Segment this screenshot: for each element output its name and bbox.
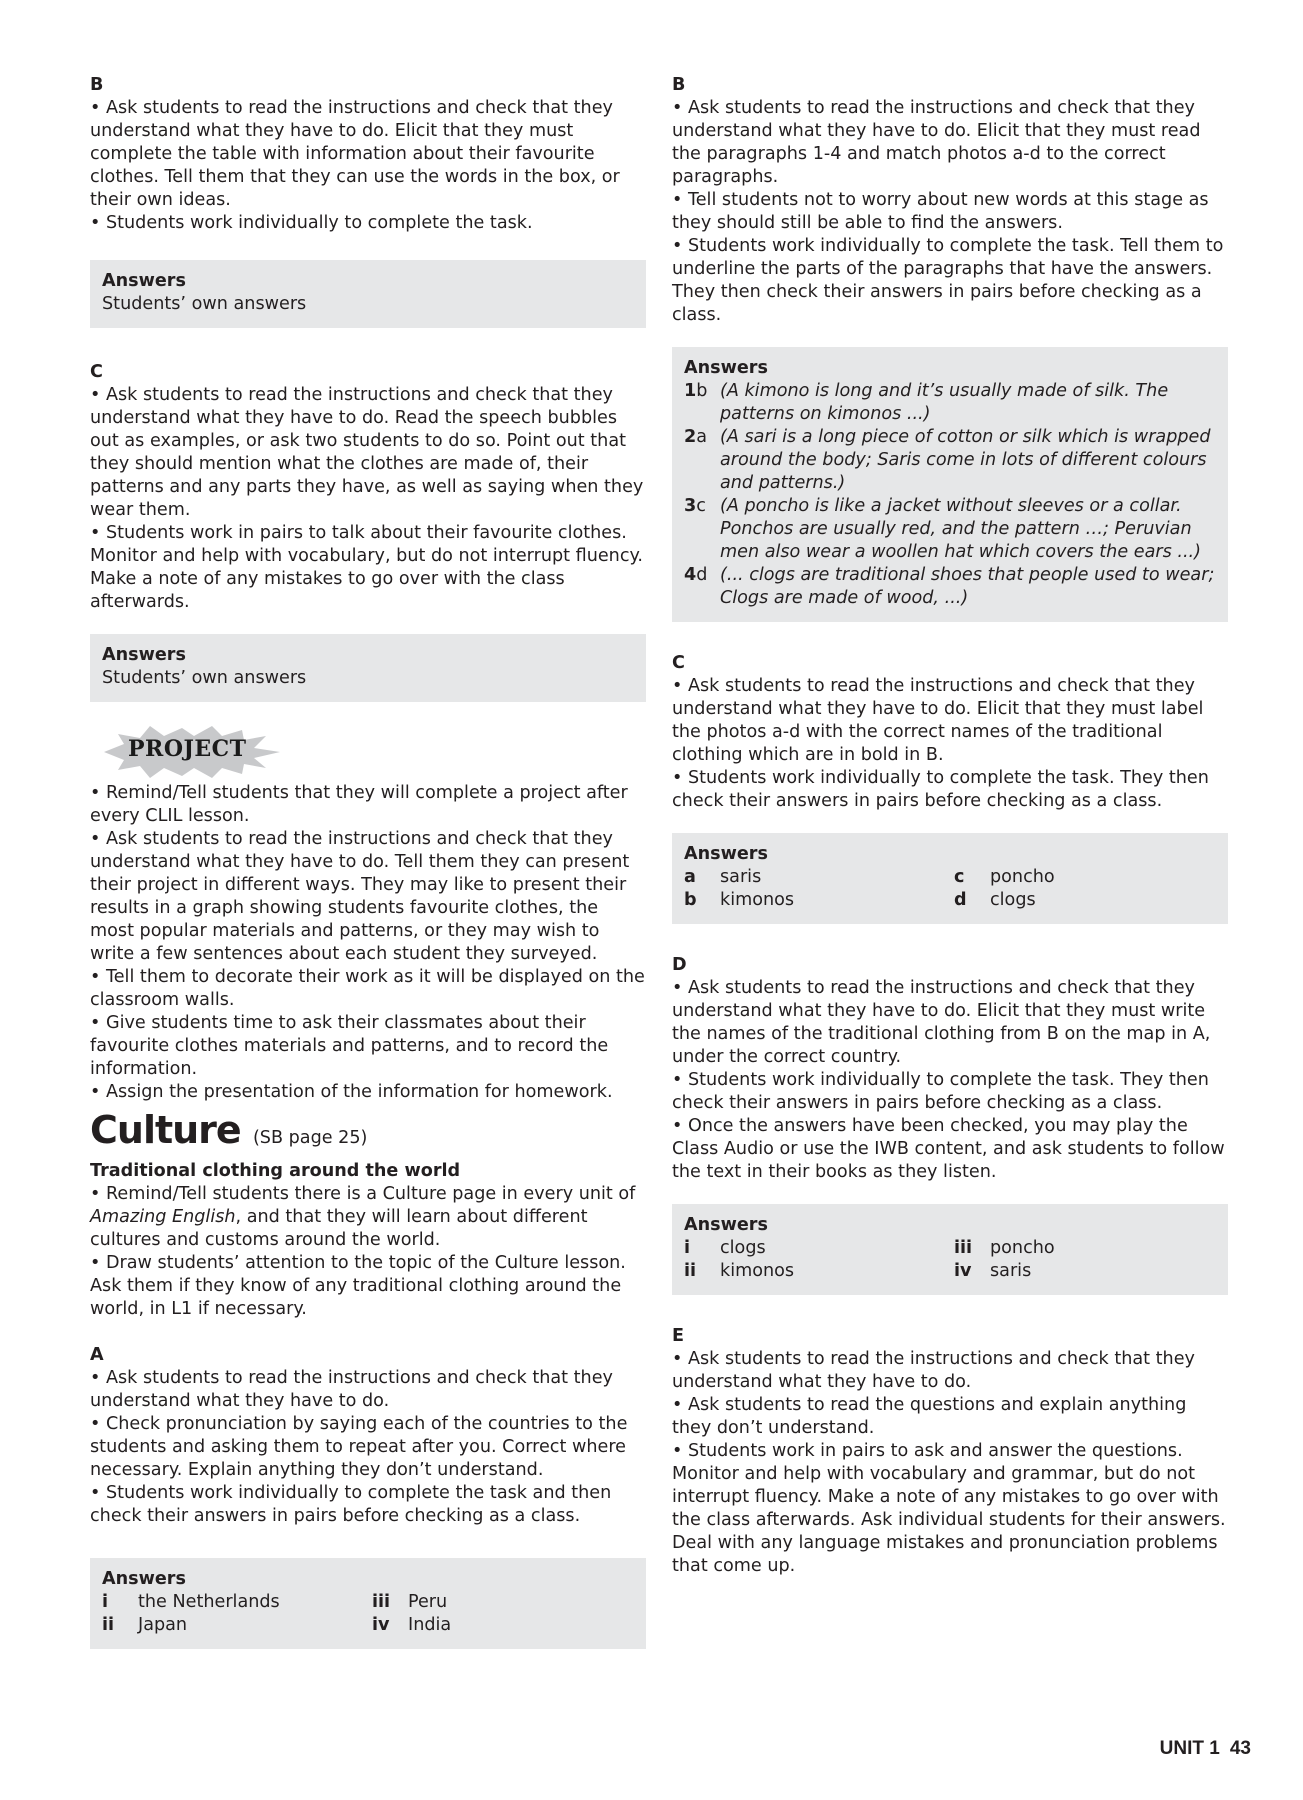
answer-key: d xyxy=(954,890,967,910)
section-b-right xyxy=(672,74,1228,622)
paragraph: • Tell them to decorate their work as it will be displayed on the classroom walls. xyxy=(90,967,645,1010)
section-a-left xyxy=(90,1344,646,1649)
section-c-right xyxy=(672,652,1228,924)
answers-box xyxy=(672,1204,1228,1295)
answer-key: 3c xyxy=(684,496,706,516)
paragraph: • Students work individually to complete the task. Tell them to underline the parts of the paragraphs that have the answers. They then check their answers in pairs before checking as a class. xyxy=(672,236,1224,325)
answer-value: poncho xyxy=(990,1238,1055,1258)
paragraph: • Ask students to read the instructions and check that they understand what they have to do. Elicit that they must complete the table with information about their favourite clothes. Tell them that they can use the words in the box, or their own ideas. xyxy=(90,98,620,210)
culture-heading xyxy=(90,1108,646,1160)
answer-text: (A poncho is like a jacket without sleeves or a collar. Ponchos are usually red, and the pattern …; Peruvian men also wear a woollen hat which covers the ears ...) xyxy=(720,496,1201,562)
answer-item xyxy=(684,380,1216,426)
answer-item xyxy=(684,1260,954,1283)
answers-grid xyxy=(102,1591,634,1637)
answers-title: Answers xyxy=(684,1215,768,1235)
paragraph xyxy=(90,1183,646,1252)
paragraph: • Ask students to read the instructions and check that they understand what they have to do. Tell them they can present their project in different ways. They may like to present their results in a graph showing students favourite clothes, the most popular materials and patterns, or they may wish to write a few sentences about each student they surveyed. xyxy=(90,829,630,964)
answers-box xyxy=(90,634,646,702)
page-number: 43 xyxy=(1229,1738,1251,1759)
paragraph: • Draw students’ attention to the topic of the Culture lesson. Ask them if they know of any traditional clothing around the world, in L1 if necessary. xyxy=(90,1253,626,1319)
answer-key: 4d xyxy=(684,565,708,585)
answer-key: ii xyxy=(102,1615,115,1635)
answer-key: i xyxy=(102,1592,109,1612)
section-letter: B xyxy=(90,75,104,95)
answer-text: (A kimono is long and it’s usually made of silk. The patterns on kimonos ...) xyxy=(720,381,1169,424)
answer-item xyxy=(684,495,1216,564)
answers-box xyxy=(90,260,646,328)
answers-grid xyxy=(684,1237,1216,1283)
answers-title: Answers xyxy=(102,1569,186,1589)
unit-label: UNIT 1 xyxy=(1159,1738,1220,1759)
paragraph: • Ask students to read the instructions and check that they understand what they have to do. xyxy=(90,1368,613,1411)
answer-key: c xyxy=(954,867,965,887)
section-letter: E xyxy=(672,1326,685,1346)
answers-title: Answers xyxy=(684,358,768,378)
answer-value: saris xyxy=(990,1261,1032,1281)
answer-key: iii xyxy=(954,1238,973,1258)
answer-key: 2a xyxy=(684,427,708,447)
section-c-left xyxy=(90,361,646,702)
section-letter: B xyxy=(672,75,686,95)
page-footer xyxy=(1160,1738,1251,1760)
answer-key: b xyxy=(684,890,697,910)
book-title: Amazing English xyxy=(90,1207,236,1227)
answer-key: 1b xyxy=(684,381,708,401)
answer-key: a xyxy=(684,867,696,887)
answers-grid xyxy=(684,866,1216,912)
left-column xyxy=(90,74,646,1671)
project-label: PROJECT xyxy=(128,736,247,762)
project-section xyxy=(90,724,646,1104)
answer-item xyxy=(954,1237,1216,1260)
answer-item xyxy=(102,1591,372,1614)
paragraph: • Students work individually to complete the task and then check their answers in pairs before checking as a class. xyxy=(90,1483,612,1526)
answers-title: Answers xyxy=(684,844,768,864)
answer-value: Peru xyxy=(408,1592,448,1612)
answer-value: India xyxy=(408,1615,452,1635)
answers-title: Answers xyxy=(102,645,186,665)
answers-box xyxy=(90,1558,646,1649)
paragraph: • Students work in pairs to talk about their favourite clothes. Monitor and help with vocabulary, but do not interrupt fluency. Make a note of any mistakes to go over with the class afterwards. xyxy=(90,523,643,612)
answer-item xyxy=(684,1237,954,1260)
answers-text: Students’ own answers xyxy=(102,294,307,314)
section-e-right xyxy=(672,1325,1228,1578)
paragraph: • Assign the presentation of the information for homework. xyxy=(90,1082,613,1102)
paragraph: • Ask students to read the instructions and check that they understand what they have to do. xyxy=(672,1349,1195,1392)
text-run: , and that they will learn about different cultures and customs around the world. xyxy=(90,1207,588,1250)
answer-value: poncho xyxy=(990,867,1055,887)
paragraph: • Students work individually to complete the task. xyxy=(90,213,533,233)
right-column xyxy=(672,74,1228,1578)
culture-section xyxy=(90,1108,646,1321)
answers-title: Answers xyxy=(102,271,186,291)
answers-box xyxy=(672,347,1228,622)
section-letter: A xyxy=(90,1345,104,1365)
answer-value: clogs xyxy=(720,1238,766,1258)
culture-title: Culture xyxy=(90,1108,241,1152)
culture-subheading: Traditional clothing around the world xyxy=(90,1161,461,1181)
paragraph: • Students work in pairs to ask and answer the questions. Monitor and help with vocabulary and grammar, but do not interrupt fluency. Make a note of any mistakes to go over with the class afterwards. Ask individual students for their answers. Deal with any language mistakes and pronunciation problems that come up. xyxy=(672,1441,1226,1576)
answer-key: ii xyxy=(684,1261,697,1281)
answer-key: iv xyxy=(954,1261,972,1281)
answer-item xyxy=(372,1591,634,1614)
answer-value: clogs xyxy=(990,890,1036,910)
project-badge xyxy=(94,724,284,780)
paragraph: • Ask students to read the instructions and check that they understand what they have to do. Read the speech bubbles out as examples, or ask two students to do so. Point out that they should mention what the clothes are made of, their patterns and any parts they have, as well as saying when they wear them. xyxy=(90,385,644,520)
section-letter: C xyxy=(90,362,103,382)
paragraph: • Students work individually to complete the task. They then check their answers in pairs before checking as a class. xyxy=(672,1070,1209,1113)
paragraph: • Ask students to read the instructions and check that they understand what they have to do. Elicit that they must write the names of the traditional clothing from B on the map in A, under the correct country. xyxy=(672,978,1211,1067)
paragraph: • Once the answers have been checked, you may play the Class Audio or use the IWB content, and ask students to follow the text in their books as they listen. xyxy=(672,1116,1225,1182)
text-run: • Remind/Tell students there is a Culture page in every unit of xyxy=(90,1184,636,1204)
answer-value: kimonos xyxy=(720,890,795,910)
paragraph: • Give students time to ask their classmates about their favourite clothes materials and patterns, and to record the information. xyxy=(90,1013,609,1079)
answer-value: saris xyxy=(720,867,762,887)
answer-item xyxy=(684,889,954,912)
paragraph: • Ask students to read the instructions and check that they understand what they have to do. Elicit that they must label the photos a-d with the correct names of the traditional clothing which are in bold in B. xyxy=(672,676,1204,765)
answer-item xyxy=(372,1614,634,1637)
paragraph: • Tell students not to worry about new words at this stage as they should still be able to find the answers. xyxy=(672,190,1209,233)
answer-value: Japan xyxy=(138,1615,188,1635)
answer-key: iii xyxy=(372,1592,391,1612)
answer-text: (... clogs are traditional shoes that people used to wear; Clogs are made of wood, ...) xyxy=(720,565,1215,608)
answer-item xyxy=(954,866,1216,889)
answer-item xyxy=(684,866,954,889)
paragraph: • Check pronunciation by saying each of the countries to the students and asking them to repeat after you. Correct where necessary. Explain anything they don’t understand. xyxy=(90,1414,628,1480)
section-letter: D xyxy=(672,955,687,975)
answer-item xyxy=(684,426,1216,495)
answer-value: the Netherlands xyxy=(138,1592,280,1612)
answer-item xyxy=(684,564,1216,610)
answer-key: iv xyxy=(372,1615,390,1635)
page-reference: (SB page 25) xyxy=(252,1128,368,1148)
paragraph: • Students work individually to complete the task. They then check their answers in pairs before checking as a class. xyxy=(672,768,1209,811)
paragraph: • Ask students to read the instructions and check that they understand what they have to do. Elicit that they must read the paragraphs 1-4 and match photos a-d to the correct paragraphs. xyxy=(672,98,1201,187)
answers-box xyxy=(672,833,1228,924)
answer-item xyxy=(954,889,1216,912)
answers-text: Students’ own answers xyxy=(102,668,307,688)
paragraph: • Remind/Tell students that they will complete a project after every CLIL lesson. xyxy=(90,783,628,826)
paragraph: • Ask students to read the questions and explain anything they don’t understand. xyxy=(672,1395,1187,1438)
section-b-left xyxy=(90,74,646,328)
answer-value: kimonos xyxy=(720,1261,795,1281)
answer-text: (A sari is a long piece of cotton or silk which is wrapped around the body; Saris come in lots of different colours and patterns.) xyxy=(720,427,1211,493)
answer-key: i xyxy=(684,1238,691,1258)
answer-item xyxy=(102,1614,372,1637)
section-letter: C xyxy=(672,653,685,673)
section-d-right xyxy=(672,954,1228,1295)
answer-item xyxy=(954,1260,1216,1283)
